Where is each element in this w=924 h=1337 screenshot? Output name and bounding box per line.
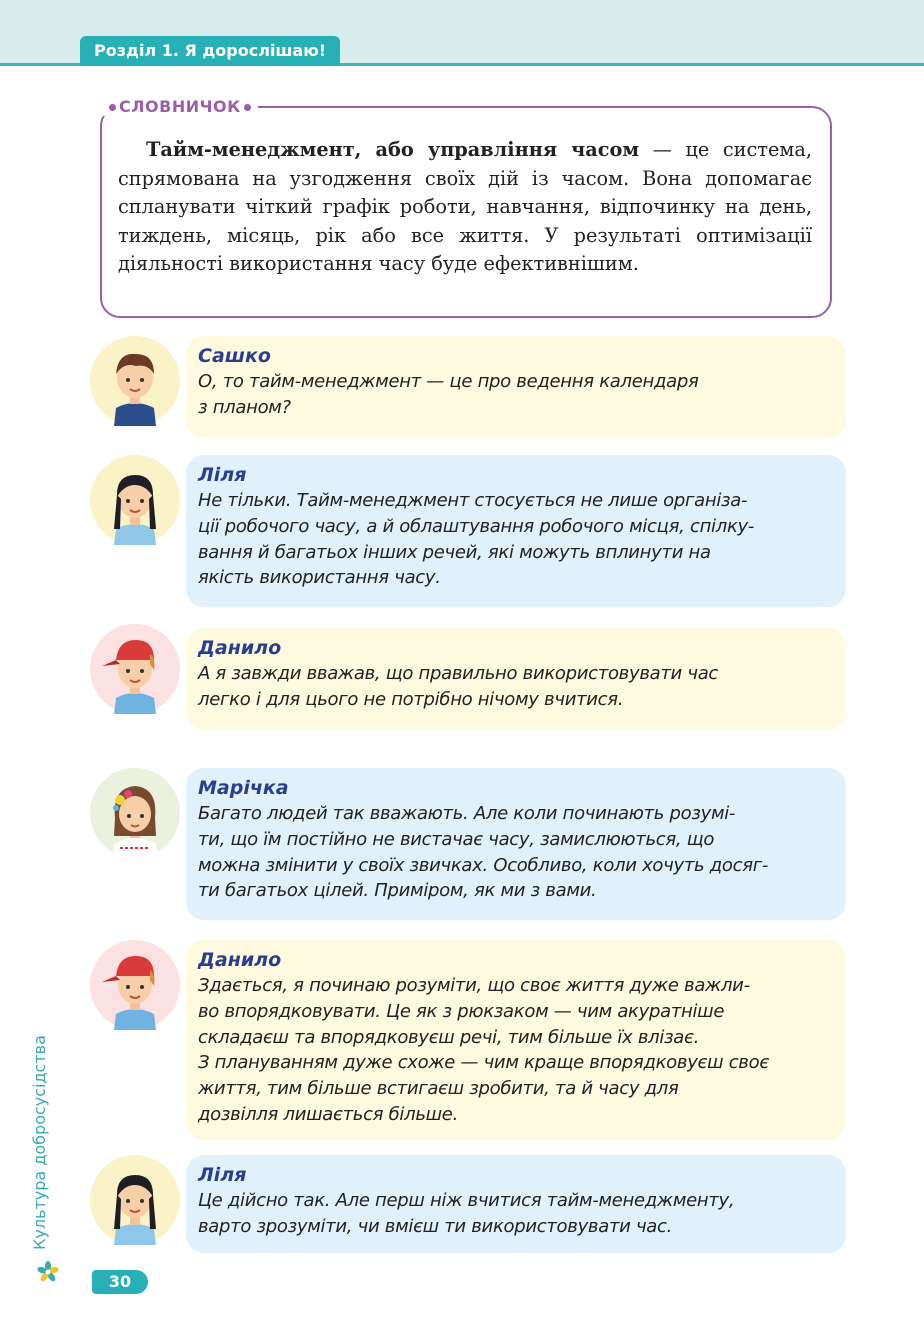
- speech-bubble: [186, 940, 846, 1140]
- speaker-name: Марічка: [198, 777, 289, 799]
- speech-text: А я завжди вважав, що правильно використовувати час легко і для цього не потрібно нічому вчитися.: [198, 663, 719, 710]
- speech-bubble: [186, 768, 846, 920]
- boy-sashko-avatar: [90, 336, 180, 426]
- speech-text: Багато людей так вважають. Але коли починають розумі- ти, що їм постійно не вистачає часу, замислюються, що можна змінити у своїх звичках. Особливо, коли хочуть досяг- ти багатьох цілей. Приміром, як ми з вами.: [198, 803, 769, 902]
- page-number: 30: [92, 1270, 148, 1294]
- glossary-box: [100, 97, 832, 318]
- speaker-name: Сашко: [198, 345, 271, 367]
- speech-text: О, то тайм-менеджмент — це про ведення календаря з планом?: [198, 371, 699, 418]
- glossary-title: [102, 97, 258, 116]
- speech-bubble: [186, 628, 846, 730]
- chapter-title: Розділ 1. Я дорослішаю!: [80, 36, 340, 66]
- flower-icon: [36, 1260, 60, 1284]
- speech-text: Не тільки. Тайм-менеджмент стосується не лише організа- ції робочого часу, а й облаштування робочого місця, спілку- вання й багатьох інших речей, які можуть вплинути на якість використання часу.: [198, 490, 755, 589]
- glossary-term: Тайм-менеджмент, або управління часом: [146, 138, 640, 161]
- speaker-name: Ліля: [198, 464, 247, 486]
- side-section-label: Культура добросусідства: [30, 1035, 49, 1250]
- glossary-definition-text: — це система, спрямована на узгодження своїх дій із часом. Вона допомагає спланувати чіткий графік роботи, навчання, відпочинку на день, тиждень, місяць, рік або все життя. У результаті оптимізації діяльності використання часу буде ефективнішим.: [118, 138, 812, 276]
- speaker-name: Ліля: [198, 1164, 247, 1186]
- glossary-definition: [118, 136, 812, 279]
- speaker-name: Данило: [198, 637, 282, 659]
- speech-text: Це дійсно так. Але перш ніж вчитися тайм-менеджменту, варто зрозуміти, чи вмієш ти використовувати час.: [198, 1190, 735, 1237]
- bullet-dot-icon: [244, 104, 251, 111]
- speaker-name: Данило: [198, 949, 282, 971]
- girl-marichka-avatar: [90, 768, 180, 858]
- boy-danylo-avatar: [90, 624, 180, 714]
- glossary-title-text: СЛОВНИЧОК: [119, 97, 241, 116]
- boy-danylo-avatar: [90, 940, 180, 1030]
- speech-text: Здається, я починаю розуміти, що своє життя дуже важли- во впорядковувати. Це як з рюкзаком — чим акуратніше складаєш та впорядковуєш речі, тим більше їх влізає. З плануванням дуже схоже — чим краще впорядковуєш своє життя, тим більше встигаєш зробити, та й часу для дозвілля лишається більше.: [198, 975, 769, 1125]
- speech-bubble: [186, 455, 846, 607]
- girl-lilia-avatar: [90, 1155, 180, 1245]
- speech-bubble: [186, 336, 846, 438]
- girl-lilia-avatar: [90, 455, 180, 545]
- bullet-dot-icon: [109, 104, 116, 111]
- speech-bubble: [186, 1155, 846, 1253]
